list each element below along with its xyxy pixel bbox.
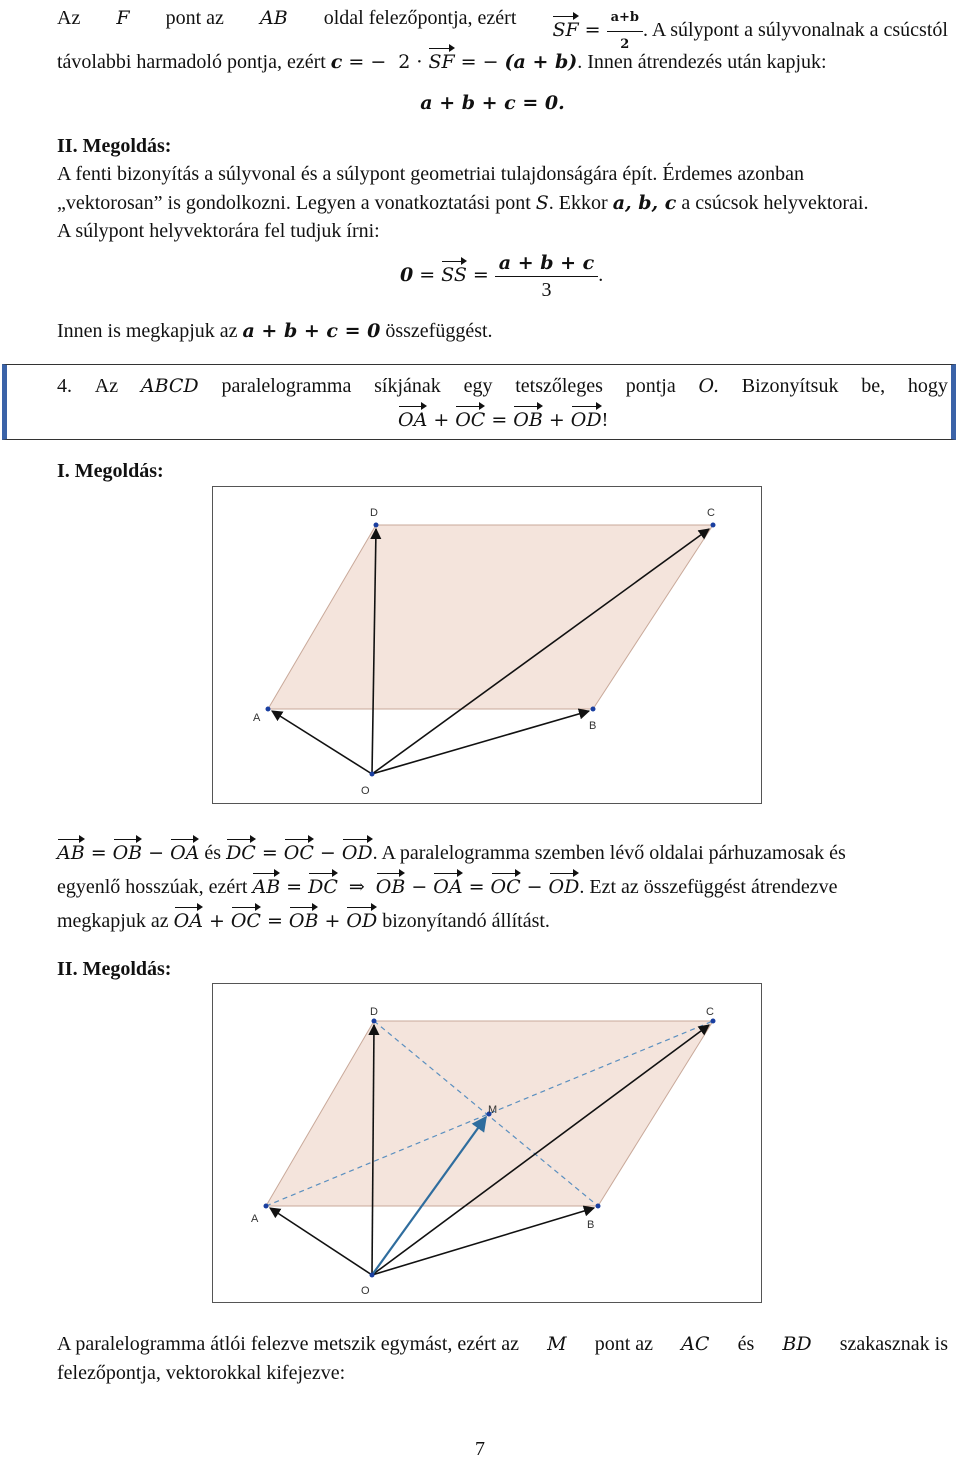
solution-2-text-3: A súlypont helyvektorára fel tudjuk írni: <box>57 220 380 242</box>
solution-2-heading: II. Megoldás: <box>57 135 172 157</box>
label-d-2: D <box>370 1006 378 1018</box>
label-o: O <box>361 785 370 797</box>
parallelogram-figure-2 <box>212 983 762 1303</box>
point-o <box>370 772 375 777</box>
point-o-2 <box>370 1273 375 1278</box>
point-c-2 <box>711 1019 716 1024</box>
point-c <box>711 523 716 528</box>
solution-2-text-1: A fenti bizonyítás a súlyvonal és a súlypont geometriai tulajdonságára épít. Érdemes azonban <box>57 163 805 185</box>
solution-1-heading: I. Megoldás: <box>57 460 164 482</box>
label-m: M <box>488 1104 498 1116</box>
label-c: C <box>707 507 715 519</box>
intro-line-1: Az F pont az AB oldal felezőpontja, ezért SF = $\frac{a+b}{2}$ . A súlypont a súlyvonalnak a csúcstól <box>57 7 948 52</box>
label-o-2: O <box>361 1285 370 1297</box>
figure-2-svg <box>213 984 761 1302</box>
task-4-equation: OA + OC = OB + OD! <box>398 405 698 433</box>
point-d <box>374 523 379 528</box>
label-a: A <box>253 712 261 724</box>
task-4-line-1: 4. Az ABCD paralelogramma síkjának egy tetszőleges pontja O. Bizonyítsuk be, hogy <box>57 375 948 397</box>
label-a-2: A <box>251 1213 259 1225</box>
after-fig-1-line-2: egyenlő hosszúak, ezért AB = DC ⇒ OB − OA = OC − OD. Ezt az összefüggést átrendezve <box>57 872 948 900</box>
point-b-2 <box>596 1204 601 1209</box>
solution-2-text-4: Innen is megkapjuk az a + b + c = 0 összefüggést. <box>57 320 493 342</box>
solution-2-text-2: „vektorosan” is gondolkozni. Legyen a vonatkoztatási pont S. Ekkor a, b, c a csúcsok helyvektorai. <box>57 192 869 214</box>
point-b <box>591 707 596 712</box>
parallelogram-abcd <box>268 525 713 709</box>
intro-line-2: távolabbi harmadoló pontja, ezért c = − 2 · SF = − (a + b). Innen átrendezés után kapjuk: <box>57 47 948 75</box>
vector-ob-2 <box>372 1208 594 1275</box>
solution-2b-heading: II. Megoldás: <box>57 958 172 980</box>
page-number: 7 <box>475 1438 485 1460</box>
label-c-2: C <box>706 1006 714 1018</box>
closing-line-2: felezőpontja, vektorokkal kifejezve: <box>57 1362 346 1384</box>
point-d-2 <box>372 1019 377 1024</box>
label-d: D <box>370 507 378 519</box>
label-b: B <box>589 720 597 732</box>
closing-line-1: A paralelogramma átlói felezve metszik egymást, ezért az M pont az AC és BD szakasznak is <box>57 1333 948 1355</box>
centroid-equation: 0 = SS = $\frac{a + b + c}{3}$ . <box>400 252 604 301</box>
parallelogram-figure-1 <box>212 486 762 804</box>
point-a <box>266 707 271 712</box>
vector-ob <box>372 711 589 774</box>
vector-oa <box>272 711 372 774</box>
figure-1-svg <box>213 487 761 803</box>
after-fig-1-line-1: AB = OB − OA és DC = OC − OD. A paralelogramma szemben lévő oldalai párhuzamosak és <box>57 838 948 866</box>
vector-oa-2 <box>270 1208 372 1275</box>
equation-sum-zero: a + b + c = 0. <box>420 92 565 114</box>
after-fig-1-line-3: megkapjuk az OA + OC = OB + OD bizonyítandó állítást. <box>57 906 948 934</box>
point-a-2 <box>264 1204 269 1209</box>
label-b-2: B <box>587 1219 595 1231</box>
